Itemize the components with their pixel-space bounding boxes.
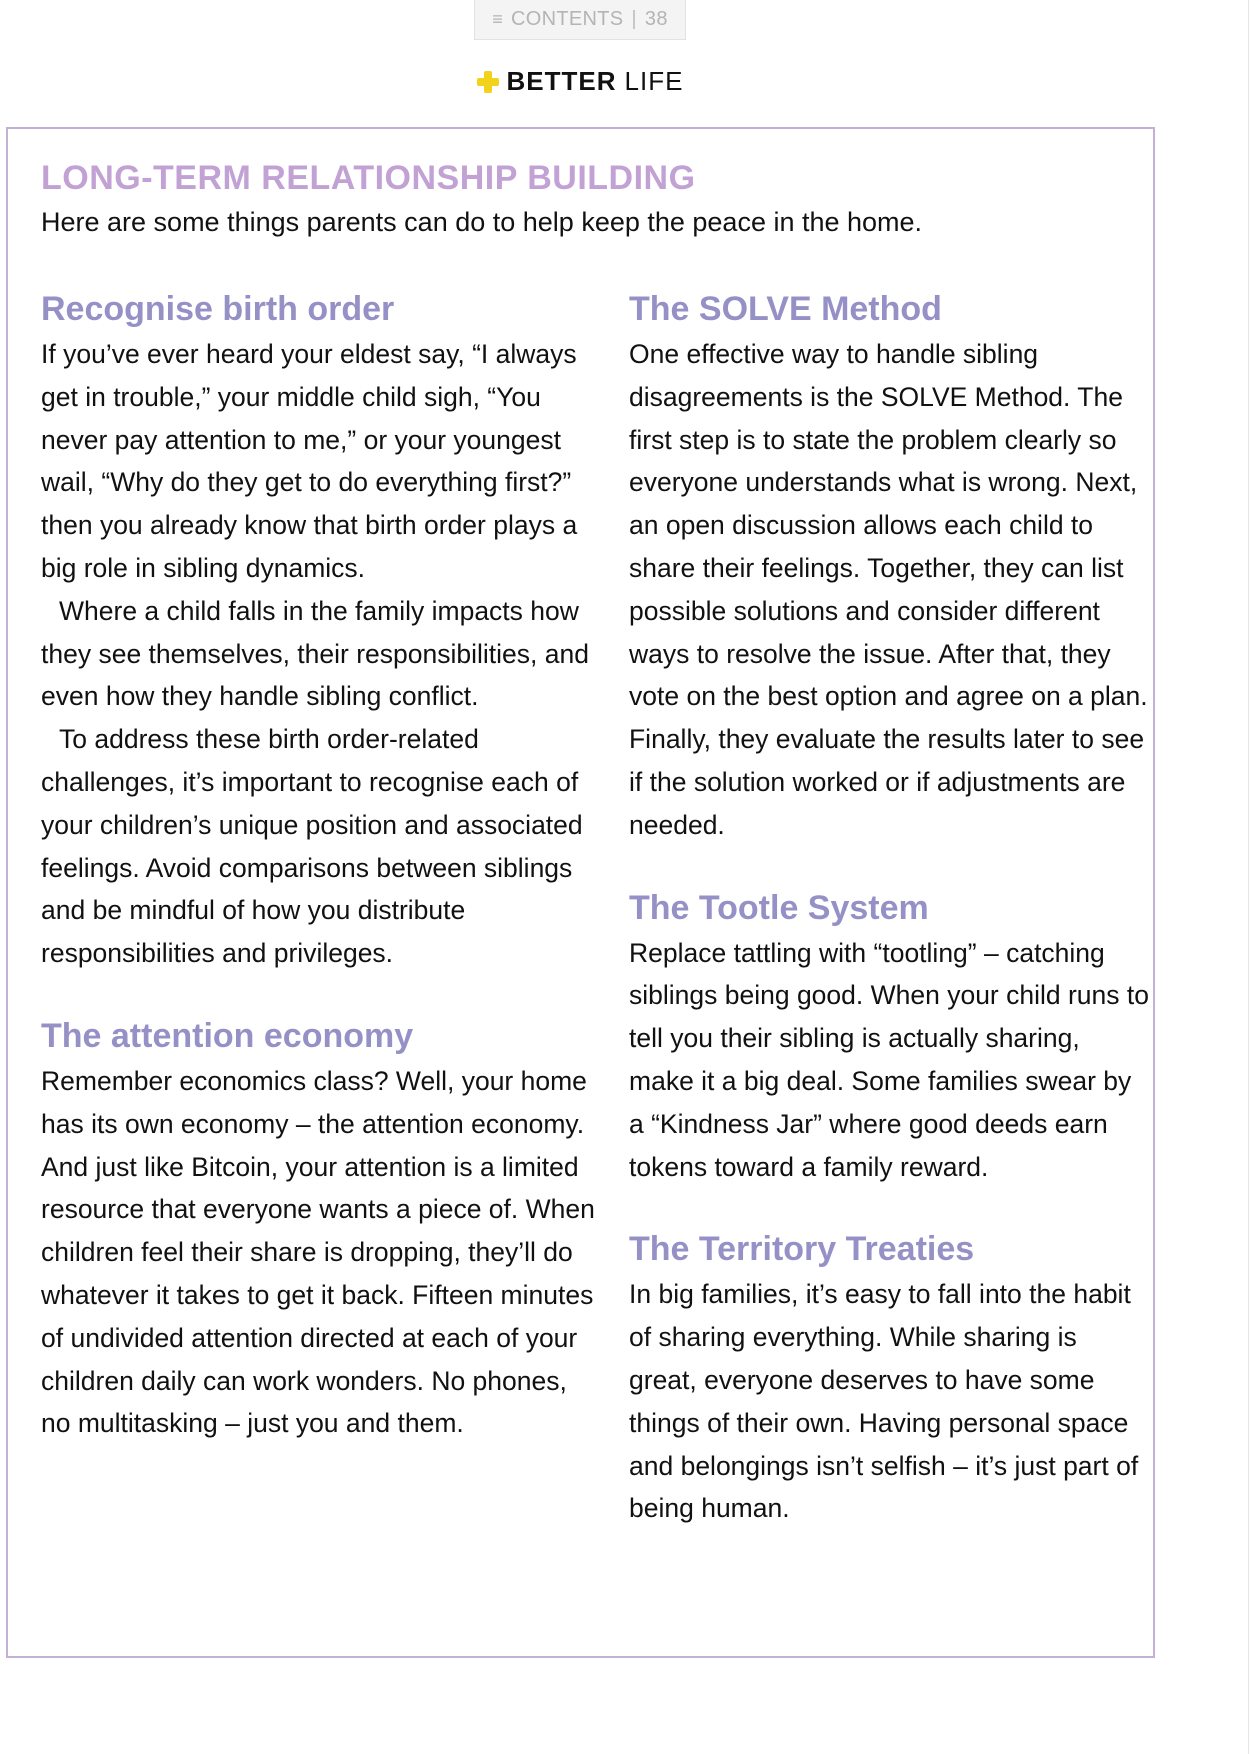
section-solve-method — [629, 287, 1149, 847]
article-box — [6, 127, 1155, 1658]
paragraph: In big families, it’s easy to fall into the habit of sharing everything. While sharing is great, everyone deserves to have some things of their own. Having personal space and belongings isn’t selfish – it’s just part of being human. — [629, 1279, 1139, 1524]
paragraph: Remember economics class? Well, your home has its own economy – the attention economy. And just like Bitcoin, your attention is a limited resource that everyone wants a piece of. When children feel their share is dropping, they’ll do whatever it takes to get it back. Fifteen minutes of undivided attention directed at each of your children daily can work wonders. No phones, no multitasking – just you and them. — [41, 1065, 595, 1439]
article-intro: Here are some things parents can do to help keep the peace in the home. — [41, 207, 923, 237]
menu-icon: ≡ — [492, 9, 504, 29]
left-column — [41, 287, 601, 1484]
contents-label: CONTENTS — [511, 8, 624, 30]
page-number: 38 — [644, 8, 668, 30]
paragraph: To address these birth order-related challenges, it’s important to recognise each of your children’s unique position and associated feelings. Avoid comparisons between siblings and be mindful of how you distribute responsibilities and privileges. — [41, 724, 583, 969]
section-attention-economy — [41, 1014, 601, 1445]
brand-logo — [0, 66, 1160, 97]
paragraph: One effective way to handle sibling disagreements is the SOLVE Method. The first step is to state the problem clearly so everyone understands what is wrong. Next, an open discussion allows each child to share their feelings. Together, they can list possible solutions and consider different ways to resolve the issue. After that, they vote on the best option and agree on a plan. Finally, they evaluate the results later to see if the solution worked or if adjustments are needed. — [629, 339, 1148, 840]
divider: | — [631, 8, 637, 30]
right-column — [629, 287, 1149, 1569]
section-title: The Territory Treaties — [629, 1230, 975, 1269]
paragraph: If you’ve ever heard your eldest say, “I always get in trouble,” your middle child sigh, “You never pay attention to me,” or your youngest wail, “Why do they get to do everything first?” then you already know that birth order plays a big role in sibling dynamics. — [41, 339, 578, 583]
article-headline: LONG-TERM RELATIONSHIP BUILDING — [41, 159, 696, 197]
section-title: Recognise birth order — [41, 290, 395, 328]
section-title: The SOLVE Method — [629, 290, 942, 328]
section-birth-order — [41, 287, 601, 975]
section-tootle-system — [629, 886, 1149, 1189]
brand-bold: BETTER — [506, 66, 617, 96]
section-title: The attention economy — [41, 1016, 414, 1055]
section-title: The Tootle System — [629, 888, 929, 927]
cross-icon — [477, 71, 499, 93]
section-territory-treaties — [629, 1227, 1149, 1530]
contents-tab[interactable] — [474, 0, 686, 40]
brand-light: LIFE — [624, 66, 684, 96]
paragraph: Replace tattling with “tootling” – catching siblings being good. When your child runs to tell you their sibling is actually sharing, make it a big deal. Some families swear by a “Kindness Jar” where good deeds earn tokens toward a family reward. — [629, 937, 1149, 1182]
paragraph: Where a child falls in the family impacts how they see themselves, their responsibilities, and even how they handle sibling conflict. — [41, 595, 589, 712]
page-edge — [1248, 0, 1249, 1754]
